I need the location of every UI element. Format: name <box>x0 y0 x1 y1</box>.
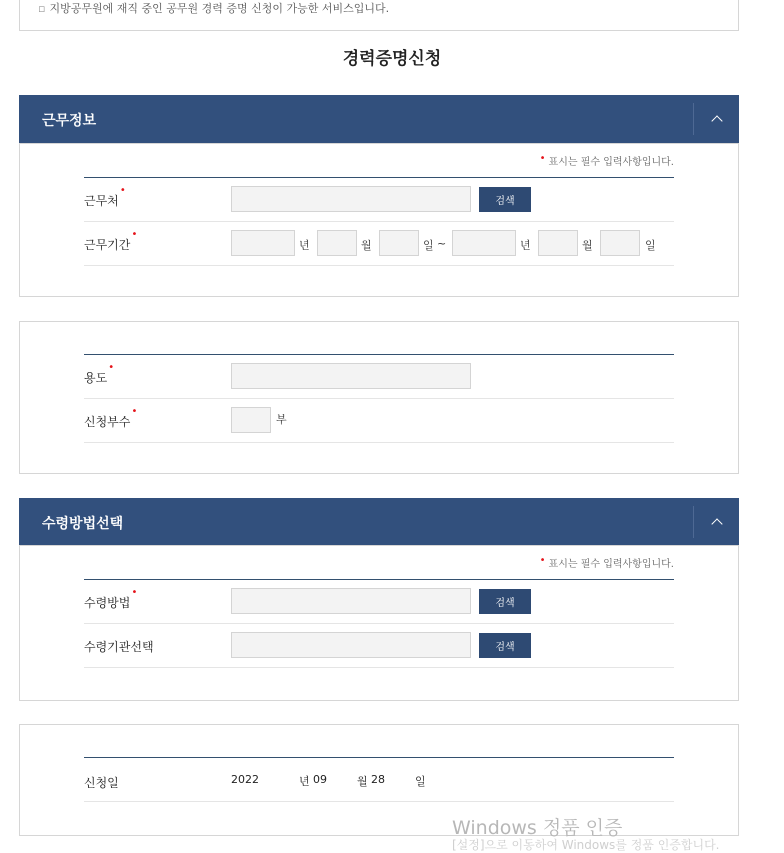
receive-agency-row <box>84 624 674 668</box>
copies-label: 신청부수 • <box>84 406 138 429</box>
start-day-input[interactable] <box>379 230 419 256</box>
work-period-label: 근무기간 • <box>84 229 138 252</box>
workplace-row <box>84 178 674 222</box>
work-period-row <box>84 222 674 266</box>
required-mark: • <box>539 153 546 164</box>
collapse-toggle-button[interactable] <box>695 95 739 143</box>
section-title: 근무정보 <box>42 113 97 129</box>
end-year-input[interactable] <box>452 230 516 256</box>
chevron-up-icon <box>711 518 722 529</box>
month-unit: 월 <box>357 775 368 788</box>
start-month-input[interactable] <box>317 230 357 256</box>
required-mark: • <box>539 555 546 566</box>
receive-method-form <box>84 579 674 668</box>
end-month-unit: 월 <box>582 239 593 252</box>
period-separator: ~ <box>437 237 447 250</box>
month-value: 09 <box>313 773 327 786</box>
required-note: • 표시는 필수 입력사항입니다. <box>539 153 674 168</box>
windows-activation-watermark: Windows 정품 인증 <box>452 817 623 839</box>
copies-row <box>84 399 674 443</box>
purpose-label: 용도 • <box>84 362 115 385</box>
workplace-label: 근무처 • <box>84 185 126 208</box>
receive-method-search-button[interactable]: 검색 <box>479 589 531 614</box>
application-date-panel <box>19 724 739 836</box>
end-month-input[interactable] <box>538 230 578 256</box>
workplace-search-button[interactable]: 검색 <box>479 187 531 212</box>
receive-method-header <box>19 498 739 546</box>
purpose-row <box>84 355 674 399</box>
work-info-panel <box>19 143 739 297</box>
required-note: • 표시는 필수 입력사항입니다. <box>539 555 674 570</box>
start-year-unit: 년 <box>299 239 310 252</box>
workplace-input[interactable] <box>231 186 471 212</box>
notice-text: ▫ 지방공무원에 재직 중인 공무원 경력 증명 신청이 가능한 서비스입니다. <box>38 2 390 15</box>
chevron-up-icon <box>711 115 722 126</box>
section-title: 수령방법선택 <box>42 516 124 532</box>
end-day-input[interactable] <box>600 230 640 256</box>
start-day-unit: 일 <box>423 239 434 252</box>
start-month-unit: 월 <box>361 239 372 252</box>
copies-input[interactable] <box>231 407 271 433</box>
year-value: 2022 <box>231 773 259 786</box>
purpose-form <box>84 354 674 443</box>
year-unit: 년 <box>299 775 310 788</box>
receive-method-input[interactable] <box>231 588 471 614</box>
copies-unit: 부 <box>276 413 287 426</box>
start-year-input[interactable] <box>231 230 295 256</box>
receive-agency-search-button[interactable]: 검색 <box>479 633 531 658</box>
purpose-panel <box>19 321 739 474</box>
day-unit: 일 <box>415 775 426 788</box>
receive-agency-label: 수령기관선택 <box>84 640 154 654</box>
day-value: 28 <box>371 773 385 786</box>
receive-method-row <box>84 580 674 624</box>
application-date-label: 신청일 <box>84 776 119 790</box>
notice-box <box>19 0 739 31</box>
end-year-unit: 년 <box>520 239 531 252</box>
application-date-form <box>84 757 674 802</box>
work-info-form <box>84 177 674 266</box>
receive-method-panel <box>19 545 739 701</box>
collapse-toggle-button[interactable] <box>695 498 739 546</box>
header-divider <box>693 506 694 538</box>
application-date-row <box>84 758 674 802</box>
receive-agency-input[interactable] <box>231 632 471 658</box>
windows-activation-subtitle: [설정]으로 이동하여 Windows를 정품 인증합니다. <box>452 838 720 852</box>
end-day-unit: 일 <box>645 239 656 252</box>
receive-method-label: 수령방법 • <box>84 587 138 610</box>
work-info-header <box>19 95 739 143</box>
header-divider <box>693 103 694 135</box>
purpose-input[interactable] <box>231 363 471 389</box>
page-title: 경력증명신청 <box>342 49 442 69</box>
